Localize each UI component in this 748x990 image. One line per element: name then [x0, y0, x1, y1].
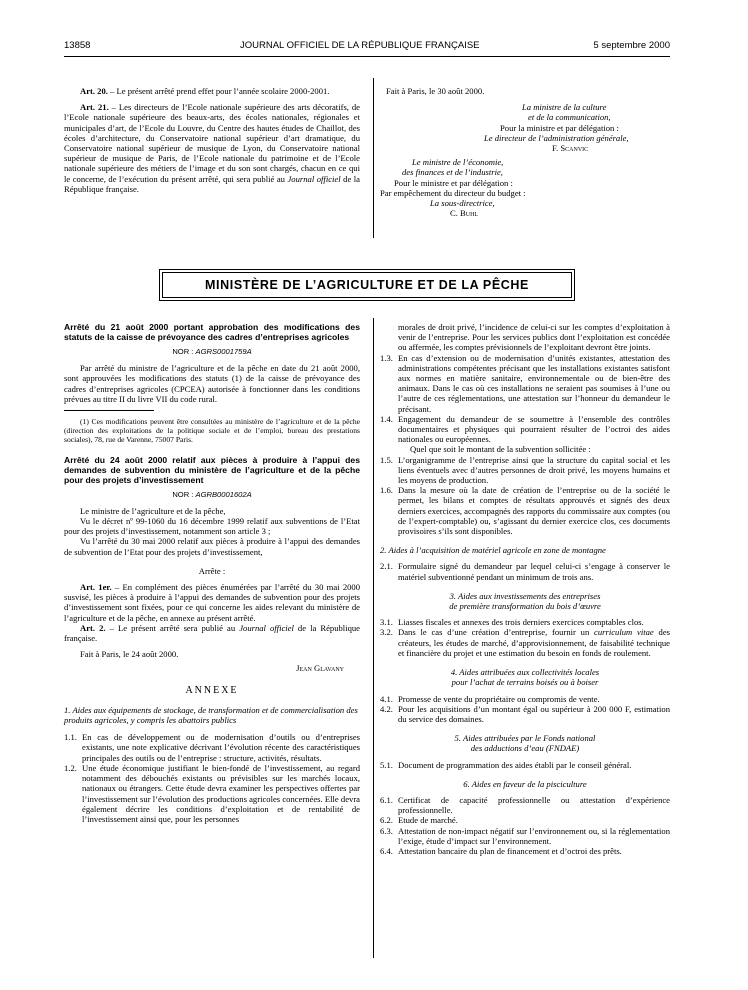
article-20: Art. 20. – Le présent arrêté prend effet pour l’année scolaire 2000-2001.	[80, 86, 330, 96]
signature-scanvic: F. Scanvic	[552, 143, 589, 154]
annexe-heading: ANNEXE	[185, 684, 239, 696]
arrete-1-body: Par arrêté du ministre de l’agriculture et de la pêche en date du 21 août 2000, sont approuvées les modifications des statuts (1) de la caisse de prévoyance des cadres d’entreprises agricoles (CPCEA) autorisée à fonctionner dans les conditions prévues au titre II du livre VII du code rural.	[64, 363, 360, 404]
item-4-1: 4.1. Promesse de vente du propriétaire ou compromis de vente.	[380, 693, 600, 704]
page-header	[64, 40, 670, 54]
article-1: Art. 1er. – En complément des pièces énumérées par l’arrêté du 30 mai 2000 susvisé, les pièces à produire à l’appui des demandes de subvention pour des projets d’investissement sont fixées, pour ce qui concerne les aides relevant du ministère de l’agriculture et de la pêche, en annexe au présent arrêté.	[64, 582, 361, 623]
subvention-note: Quel que soit le montant de la subvention sollicitée :	[410, 444, 591, 455]
fait-culture: Fait à Paris, le 30 août 2000.	[386, 86, 485, 96]
lower-column-divider	[373, 318, 374, 958]
section-1-heading: 1. Aides aux équipements de stockage, de transformation et de commercialisation des produits agricoles, y compris les abattoirs publics	[64, 704, 358, 726]
ministry-banner: MINISTÈRE DE L’AGRICULTURE ET DE LA PÊCHE	[162, 272, 572, 298]
item-5-1: 5.1. Document de programmation des aides établi par le conseil général.	[380, 759, 632, 770]
section-4-heading: 4. Aides attribuées aux collectivités locales pour l’achat de terrains boisés ou à boiser	[450, 667, 600, 688]
item-6-4: 6.4. Attestation bancaire du plan de financement et d’octroi des prêts.	[380, 845, 622, 856]
item-3-2: 3.2. Dans le cas d’une création d’entreprise, fournir un curriculum vitae des créateurs, les études de marché, d’approvisionnement, de faisabilité technique et financière du projet et une estimation du besoin en fonds de roulement.	[380, 627, 670, 658]
item-4-2: 4.2. Pour les acquisitions d’un montant égal ou supérieur à 200 000 F, estimation du service des domaines.	[380, 703, 670, 724]
article-2: Art. 2. – Le présent arrêté sera publié au Journal officiel de la République française.	[64, 622, 360, 644]
top-right-column: Fait à Paris, le 30 août 2000. La ministre de la culture et de la communication, Pour la ministre et par délégation : Le directeur de l’administration générale, F. Scanvic Le ministre de l’économie, des finances et de l’industrie, Pour le ministre et par délégation : Par empêchement du directeur du budget : La sous-directrice, C. Buhl	[380, 86, 670, 218]
arrete-1-nor: NOR : AGRS0001759A	[172, 347, 252, 356]
section-6-heading: 6. Aides en faveur de la pisciculture	[463, 778, 587, 789]
art21-label: Art. 21.	[80, 102, 109, 113]
art20-label: Art. 20.	[80, 86, 108, 96]
top-left-column	[64, 86, 360, 194]
lower-right-column	[380, 322, 670, 856]
item-3-1: 3.1. Liasses fiscales et annexes des trois derniers exercices comptables clos.	[380, 617, 644, 628]
item-1-3: 1.3. En cas d’extension ou de modernisation d’unités existantes, attestation des administrations compétentes précisant que les installations existantes satisfont aux normes en matière sanitaire, environnementale ou de bien-être des animaux. Dans le cas où ces installations ne seraient pas soumises à l’une ou l’autre de ces réglementations, une attestation sur l’honneur du demandeur le précisant.	[380, 352, 670, 414]
item-6-2: 6.2. Etude de marché.	[380, 815, 458, 826]
footnote-separator	[64, 410, 154, 411]
arrete-2-title: Arrêté du 24 août 2000 relatif aux pièces à produire à l’appui des demandes de subvention du ministère de l’agriculture et de la pêche pour des projets d’investissement	[64, 454, 360, 485]
journal-title: JOURNAL OFFICIEL DE LA RÉPUBLIQUE FRANÇAISE	[240, 40, 480, 51]
top-column-divider	[373, 78, 374, 238]
section-3-heading: 3. Aides aux investissements des entreprises de première transformation du bois d’œuvre	[449, 590, 601, 612]
item-1-5: 1.5. L’organigramme de l’entreprise ainsi que la structure du capital social et les liens éventuels avec d’autres personnes de droit privé, les moyens humains et les moyens de production.	[380, 454, 670, 486]
arrete-1-footnote: (1) Ces modifications peuvent être consultées au ministère de l’agriculture et de la pêche (direction des exploitations de la politique sociale et de l’emploi, bureau des prestations sociales), 78, rue de Varenne, 75007 Paris.	[64, 417, 360, 445]
item-1-2: 1.2. Une étude économique justifiant le bien-fondé de l’investissement, au regard notamment des débouchés existants ou prévisibles sur les marchés locaux, nationaux ou étrangers. Cette étude devra examiner les perspectives offertes par l’investissement sur l’évolution des productions agricoles concernées. Elle devra également décrire les conditions d’exploitation et de rentabilité de l’investissement ainsi que, pour les personnes	[64, 762, 360, 824]
header-rule	[64, 56, 670, 57]
signature-buhl: C. Buhl	[450, 208, 479, 219]
arrete-2-nor: NOR : AGRB0001602A	[172, 489, 252, 499]
issue-date: 5 septembre 2000	[593, 40, 670, 51]
lower-left-column: Arrêté du 21 août 2000 portant approbation des modifications des statuts de la caisse de prévoyance des cadres d’entreprises agricoles NOR : AGRS0001759A Par arrêté du ministre de l’agriculture et de la pêche en date du 21 août 2000, sont approuvées les modifications des statuts (1) de la caisse de prévoyance des cadres d’entreprises agricoles (CPCEA) autorisée à fonctionner dans les conditions prévues au titre II du livre VII du code rural. (1) Ces modifications peuvent être consultées au ministère de l’agriculture et de la pêche (direction des exploitations de la politique sociale et de l’emploi, bureau des prestations sociales), 78, rue de Varenne, 75007 Paris. Arrêté du 24 août 2000 relatif aux pièces à produire à l’appui des demandes de subvention du ministère de l’agriculture et de la pêche pour des projets d’investissement NOR : AGRB0001602A Le ministre de l’agriculture et de la pêche, Vu le décret nº 99-1060 du 16 décembre 1999 relatif aux subventions de l’Etat pour des projets d’investissement, notamment son article 3 ; Vu l’arrêté du 30 mai 2000 relatif aux pièces à produire à l’appui des demandes de subvention de l’Etat pour des projets d’investissement, Arrête : Art. 1er. – En complément des pièces énumérées par l’arrêté du 30 mai 2000 susvisé, les pièces à produire à l’appui des demandes de subvention pour des projets d’investissement sont fixées, pour ce qui concerne les aides relevant du ministère de l’agriculture et de la pêche, en annexe au présent arrêté. Art. 2. – Le présent arrêté sera publié au Journal officiel de la République française. Fait à Paris, le 24 août 2000. Jean Glavany ANNEXE 1. Aides aux équipements de stockage, de transformation et de commercialisation des produits agricoles, y compris les abattoirs publics 1.1. En cas de développement ou de modernisation d’outils ou d’entreprises existants, une note explicative décrivant l’évolution récente des caractéristiques principales des outils ou de l’entreprise : structure, activités, résultats. 1.2. Une étude économique justifiant le bien-fondé de l’investissement, au regard notamment des débouchés existants ou prévisibles sur les marchés locaux, nationaux ou étrangers. Cette étude devra examiner les perspectives offertes par l’investissement sur l’évolution des productions agricoles concernées. Elle devra également décrire les conditions d’exploitation et de rentabilité de l’investissement ainsi que, pour les personnes	[64, 322, 361, 824]
page-number: 13858	[64, 40, 91, 51]
section-5-heading: 5. Aides attribuées par le Fonds national des adductions d’eau (FNDAE)	[454, 733, 596, 754]
item-1-2-continued: morales de droit privé, l’incidence de celui-ci sur les comptes d’exploitation à venir de l’entreprise. Pour les services publics dont l’exploitation est concédée ou affermée, les comptes prévisionnels de l’exploitant devront être joints.	[398, 322, 670, 353]
item-1-6: 1.6. Dans la mesure où la date de création de l’entreprise ou de la société le permet, les bilans et comptes de résultats approuvés et signés des deux derniers exercices, accompagnés des rapports du commissaire aux comptes (ou de l’expert-comptable) ou, s’agissant du dernier exercice clos, ces documents provisoires s’ils sont disponibles.	[380, 485, 670, 537]
arrete-1-title: Arrêté du 21 août 2000 portant approbation des modifications des statuts de la caisse de prévoyance des cadres d’entreprises agricoles	[64, 322, 360, 342]
arrete-heading: Arrête :	[198, 565, 226, 576]
item-6-3: 6.3. Attestation de non-impact négatif sur l’environnement ou, si la réglementation l’exige, étude d’impact sur l’environnement.	[380, 825, 670, 846]
item-1-4: 1.4. Engagement du demandeur de se soumettre à l’ensemble des contrôles documentaires et physiques qui pourraient résulter de l’octroi des aides nationales ou européennes.	[380, 413, 670, 445]
article-21: Art. 21. – Les directeurs de l’Ecole nationale supérieure des arts décoratifs, de l’Ecole nationale supérieure des beaux-arts, des écoles nationales, régionales et municipales d’art, de l’Ecole du Louvre, du Centre des hautes études de Chaillot, des écoles d’architecture, du Conservatoire national supérieur d’art dramatique, du Conservatoire national supérieur de musique de Lyon, du Conservatoire national supérieur de musique de Paris, de l’Ecole nationale du patrimoine et de l’Ecole nationale supérieure des métiers de l’image et du son sont chargés, chacun en ce qui le concerne, de l’exécution du présent arrêté, qui sera publié au Journal officiel de la République française.	[64, 102, 361, 194]
item-1-1: 1.1. En cas de développement ou de modernisation d’outils ou d’entreprises existants, une note explicative décrivant l’évolution récente des caractéristiques principales des outils ou de l’entreprise : structure, activités, résultats.	[64, 732, 360, 763]
item-6-1: 6.1. Certificat de capacité professionnelle ou attestation d’expérience professionnelle.	[380, 794, 670, 816]
signature-glavany: Jean Glavany	[296, 663, 344, 674]
section-2-heading: 2. Aides à l’acquisition de matériel agricole en zone de montagne	[380, 545, 606, 556]
item-2-1: 2.1. Formulaire signé du demandeur par lequel celui-ci s’engage à conserver le matériel subventionné pendant un minimum de trois ans.	[380, 561, 670, 582]
